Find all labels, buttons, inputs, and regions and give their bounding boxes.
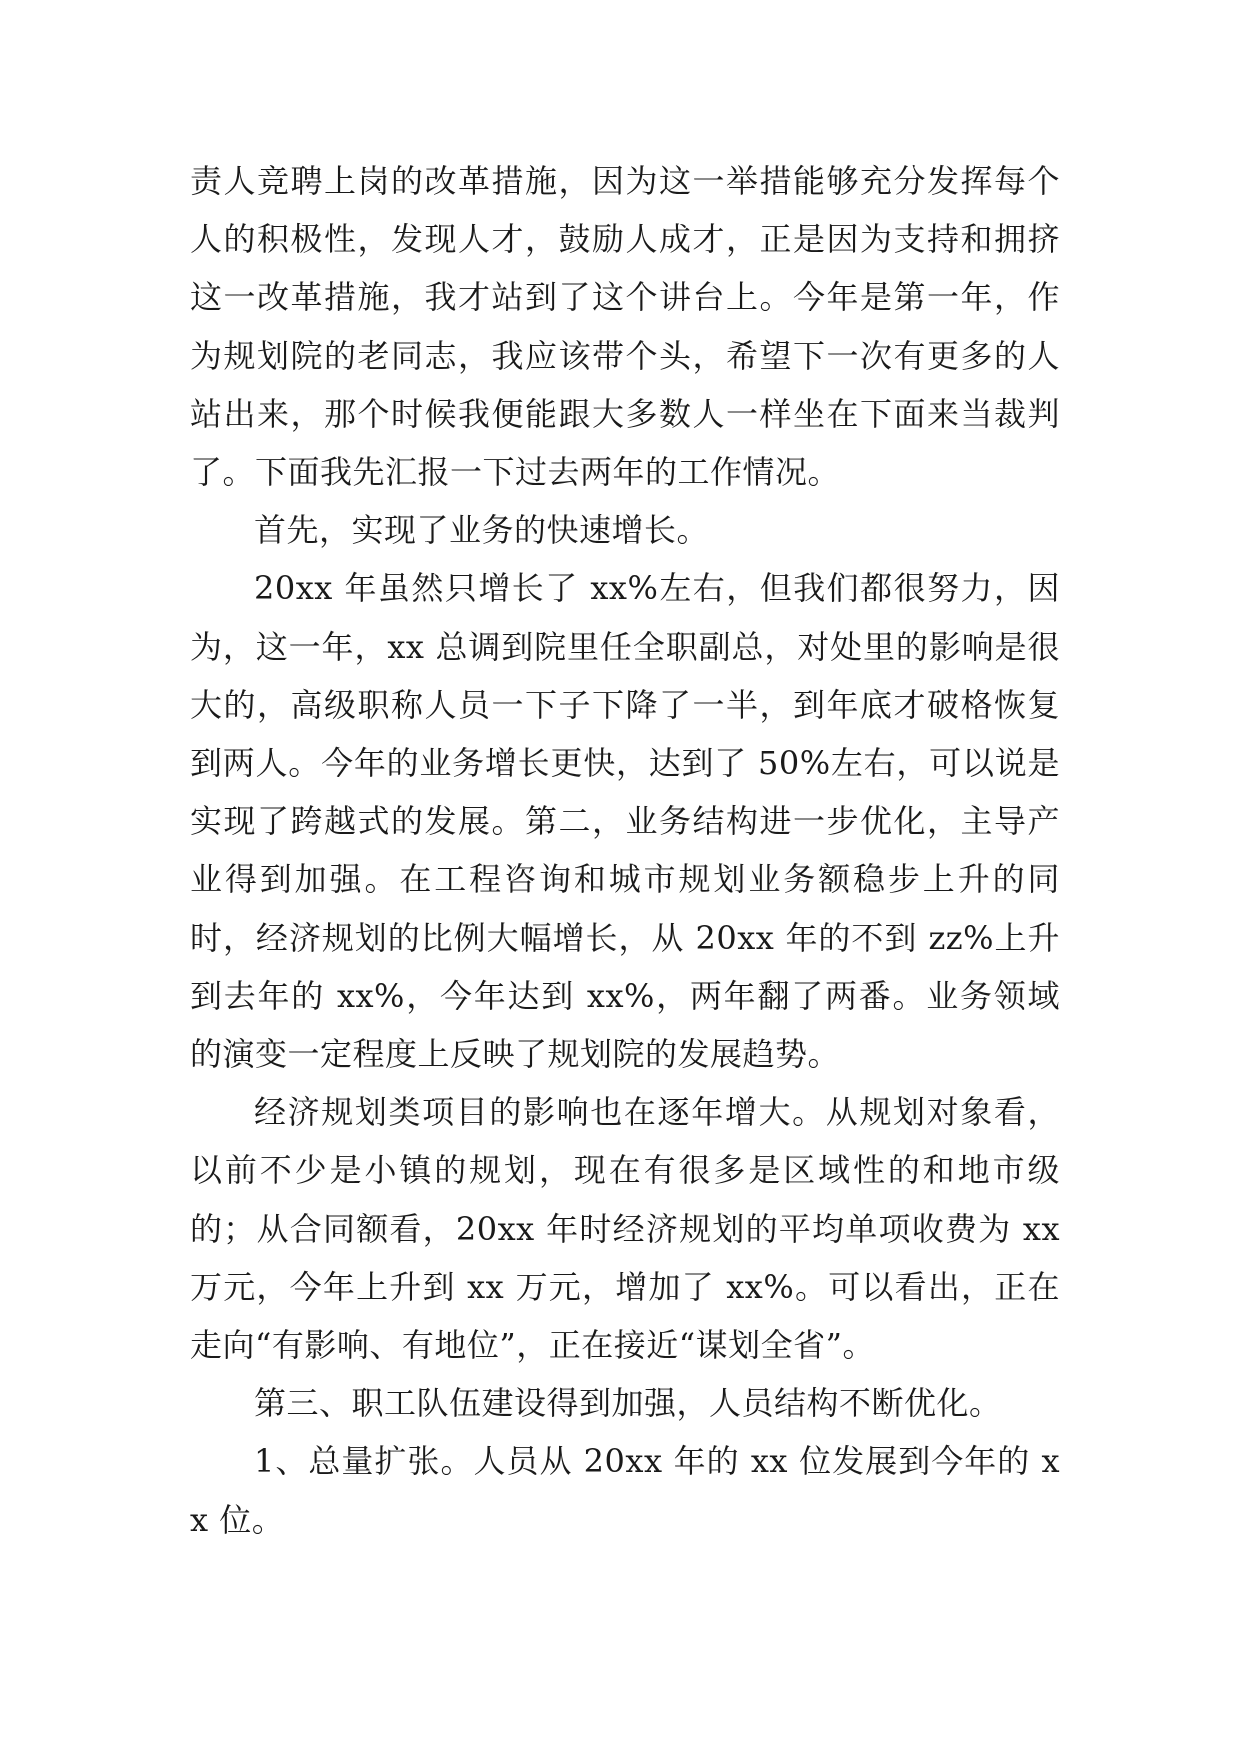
paragraph-total-expansion: 1、总量扩张。人员从 20xx 年的 xx 位发展到今年的 xx 位。 <box>190 1442 1060 1539</box>
paragraph-continuation: 责人竞聘上岗的改革措施，因为这一举措能够充分发挥每个人的积极性，发现人才，鼓励人成才，正是因为支持和拥挤这一改革措施，我才站到了这个讲台上。今年是第一年，作为规划院的老同志，我应该带个头，希望下一次有更多的人站出来，那个时候我便能跟大多数人一样坐在下面来当裁判了。下面我先汇报一下过去两年的工作情况。 <box>190 162 1060 492</box>
document-body <box>190 152 1060 1549</box>
paragraph-heading-first: 首先，实现了业务的快速增长。 <box>254 511 710 550</box>
paragraph-economic-planning: 经济规划类项目的影响也在逐年增大。从规划对象看，以前不少是小镇的规划，现在有很多是区域性的和地市级的；从合同额看，20xx 年时经济规划的平均单项收费为 xx 万元，今年上升到 xx 万元，增加了 xx%。可以看出，正在走向“有影响、有地位”，正在接近“谋划全省”。 <box>190 1093 1060 1365</box>
paragraph-heading-third: 第三、职工队伍建设得到加强，人员结构不断优化。 <box>254 1384 1002 1423</box>
paragraph-business-growth: 20xx 年虽然只增长了 xx%左右，但我们都很努力，因为，这一年，xx 总调到院里任全职副总，对处里的影响是很大的，高级职称人员一下子下降了一半，到年底才破格恢复到两人。今年的业务增长更快，达到了 50%左右，可以说是实现了跨越式的发展。第二，业务结构进一步优化，主导产业得到加强。在工程咨询和城市规划业务额稳步上升的同时，经济规划的比例大幅增长，从 20xx 年的不到 zz%上升到去年的 xx%，今年达到 xx%，两年翻了两番。业务领域的演变一定程度上反映了规划院的发展趋势。 <box>190 569 1060 1074</box>
